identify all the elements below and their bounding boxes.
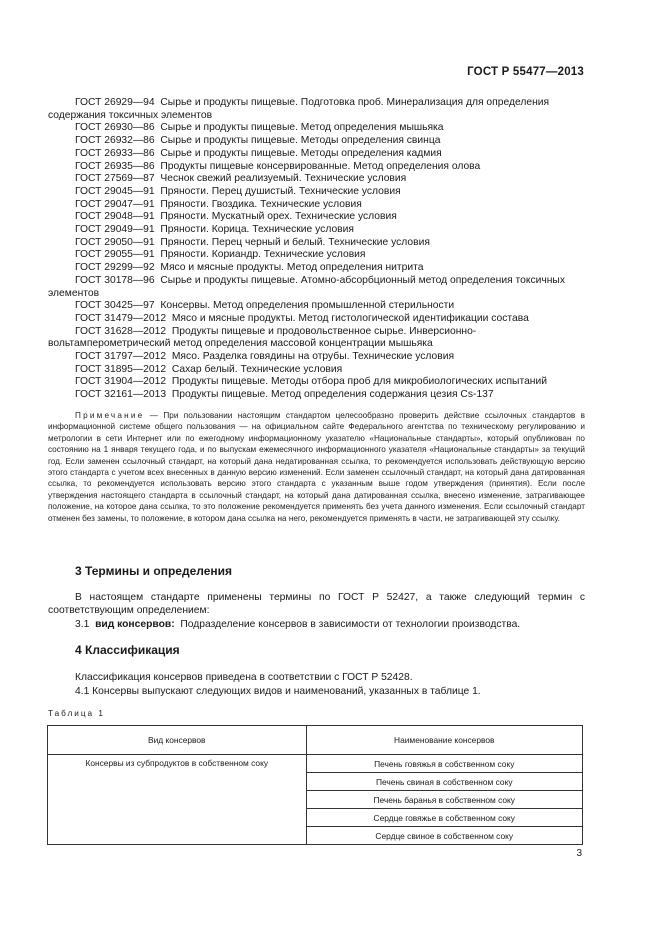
table-header-row — [48, 726, 583, 755]
reference-code: ГОСТ 29055—91 — [75, 249, 155, 261]
reference-text: Мясо. Разделка говядины на отрубы. Технические условия — [171, 351, 455, 363]
reference-item — [48, 389, 585, 402]
table-header-name: Наименование консервов — [306, 726, 583, 755]
section-4-heading: 4 Классификация — [75, 643, 180, 657]
reference-code: ГОСТ 26930—86 — [75, 122, 155, 134]
reference-item — [48, 249, 585, 262]
reference-item — [48, 262, 585, 275]
table-cell-name: Сердце свиное в собственном соку — [306, 827, 583, 845]
reference-item — [48, 364, 585, 377]
reference-text: Пряности. Кориандр. Технические условия — [160, 249, 366, 261]
canned-goods-table — [47, 725, 583, 845]
reference-item — [48, 351, 585, 364]
page-header-standard: ГОСТ Р 55477—2013 — [467, 66, 584, 78]
note-label: Примечание — [75, 411, 145, 420]
references-list — [48, 97, 585, 402]
reference-text: Сырье и продукты пищевые. Методы определения свинца — [160, 135, 441, 147]
reference-code: ГОСТ 29047—91 — [75, 198, 155, 210]
section-3-intro: В настоящем стандарте применены термины по ГОСТ Р 52427, а также следующий термин с соответствующим определением: — [48, 592, 585, 616]
reference-code: ГОСТ 26929—94 — [75, 97, 155, 108]
reference-item — [48, 148, 585, 161]
reference-text: Сахар белый. Технические условия — [171, 363, 343, 375]
term-number: 3.1 — [75, 619, 90, 630]
reference-code: ГОСТ 29050—91 — [75, 236, 155, 248]
reference-text: Продукты пищевые. Методы отбора проб для микробиологических испытаний — [171, 376, 547, 388]
reference-text: Продукты пищевые. Метод определения содержания цезия Cs-137 — [171, 389, 494, 401]
reference-text: Чеснок свежий реализуемый. Технические условия — [160, 173, 407, 185]
reference-item — [48, 275, 585, 300]
reference-item — [48, 376, 585, 389]
reference-text: Пряности. Гвоздика. Технические условия — [160, 198, 362, 210]
reference-text: Сырье и продукты пищевые. Методы определения кадмия — [160, 147, 442, 159]
table-cell-name: Печень говяжья в собственном соку — [306, 755, 583, 773]
table-caption: Таблица 1 — [48, 709, 105, 718]
reference-code: ГОСТ 31797—2012 — [75, 351, 167, 363]
table-cell-name: Печень свиная в собственном соку — [306, 773, 583, 791]
note-paragraph — [48, 410, 585, 524]
reference-item — [48, 313, 585, 326]
reference-code: ГОСТ 29049—91 — [75, 224, 155, 236]
table-row — [48, 755, 583, 773]
reference-code: ГОСТ 31628—2012 — [75, 325, 167, 337]
reference-item — [48, 199, 585, 212]
reference-code: ГОСТ 31895—2012 — [75, 363, 167, 375]
reference-code: ГОСТ 31479—2012 — [75, 312, 167, 324]
table-cell-name: Сердце говяжье в собственном соку — [306, 809, 583, 827]
reference-code: ГОСТ 32161—2013 — [75, 389, 167, 401]
section-4-intro: Классификация консервов приведена в соответствии с ГОСТ Р 52428. — [75, 672, 413, 683]
reference-item — [48, 97, 585, 122]
term-definition-text: Подразделение консервов в зависимости от технологии производства. — [180, 619, 521, 630]
term-definition — [48, 618, 585, 631]
reference-item — [48, 161, 585, 174]
reference-text: Продукты пищевые и продовольственное сырье. Инверсионно-вольтамперометрический метод определения массовой концентрации мышьяка — [48, 325, 477, 350]
reference-item — [48, 326, 585, 351]
reference-item — [48, 300, 585, 313]
reference-text: Сырье и продукты пищевые. Атомно-абсорбционный метод определения токсичных элементов — [48, 274, 565, 299]
reference-code: ГОСТ 31904—2012 — [75, 376, 167, 388]
reference-item — [48, 173, 585, 186]
reference-item — [48, 122, 585, 135]
page-number: 3 — [576, 848, 582, 859]
reference-code: ГОСТ 27569—87 — [75, 173, 155, 185]
reference-text: Мясо и мясные продукты. Метод определения нитрита — [160, 262, 424, 274]
reference-code: ГОСТ 30425—97 — [75, 300, 155, 312]
reference-item — [48, 211, 585, 224]
reference-text: Консервы. Метод определения промышленной стерильности — [160, 300, 455, 312]
table-header-kind: Вид консервов — [48, 726, 307, 755]
reference-text: Пряности. Перец черный и белый. Технические условия — [160, 236, 430, 248]
reference-code: ГОСТ 26935—86 — [75, 160, 155, 172]
section-3-heading: 3 Термины и определения — [75, 564, 233, 578]
reference-item — [48, 135, 585, 148]
reference-code: ГОСТ 29299—92 — [75, 262, 155, 274]
reference-text: Пряности. Мускатный орех. Технические условия — [160, 211, 397, 223]
table-cell-kind: Консервы из субпродуктов в собственном соку — [48, 755, 307, 845]
reference-text: Сырье и продукты пищевые. Подготовка проб. Минерализация для определения содержания токсичных элементов — [48, 97, 550, 121]
reference-text: Сырье и продукты пищевые. Метод определения мышьяка — [160, 122, 444, 134]
reference-text: Пряности. Корица. Технические условия — [160, 224, 354, 236]
reference-code: ГОСТ 26933—86 — [75, 147, 155, 159]
reference-code: ГОСТ 29048—91 — [75, 211, 155, 223]
reference-item — [48, 224, 585, 237]
table-cell-name: Печень баранья в собственном соку — [306, 791, 583, 809]
reference-code: ГОСТ 29045—91 — [75, 185, 155, 197]
reference-text: Мясо и мясные продукты. Метод гистологической идентификации состава — [171, 312, 529, 324]
reference-text: Продукты пищевые консервированные. Метод определения олова — [160, 160, 481, 172]
reference-text: Пряности. Перец душистый. Технические условия — [160, 185, 401, 197]
reference-item — [48, 186, 585, 199]
reference-code: ГОСТ 30178—96 — [75, 274, 155, 286]
note-text: — При пользовании настоящим стандартом целесообразно проверить действие ссылочных стандартов в информационной системе общего пользования — на официальном сайте Федерального агентства по техническому регулированию и метрологии в сети Интернет или по ежегодному информационному указателю «Национальные стандарты», который опубликован по состоянию на 1 января текущего года, и по выпускам ежемесячного информационного указателя «Национальные стандарты» за текущий год. Если заменен ссылочный стандарт, на который дана недатированная ссылка, то рекомендуется использовать действующую версию этого стандарта с учетом всех внесенных в данную версию изменений. Если заменен ссылочный стандарт, на который дана датированная ссылка, то рекомендуется использовать версию этого стандарта с указанным выше годом утверждения (принятия). Если после утверждения настоящего стандарта в ссылочный стандарт, на который дана датированная ссылка, внесено изменение, затрагивающее положение, на которое дана ссылка, то это положение рекомендуется применять без учета данного изменения. Если ссылочный стандарт отменен без замены, то положение, в котором дана ссылка на него, рекомендуется применять в части, не затрагивающей эту ссылку. — [48, 411, 585, 523]
reference-code: ГОСТ 26932—86 — [75, 135, 155, 147]
section-4-item: 4.1 Консервы выпускают следующих видов и наименований, указанных в таблице 1. — [75, 686, 481, 697]
reference-item — [48, 237, 585, 250]
term-name: вид консервов: — [95, 619, 175, 630]
